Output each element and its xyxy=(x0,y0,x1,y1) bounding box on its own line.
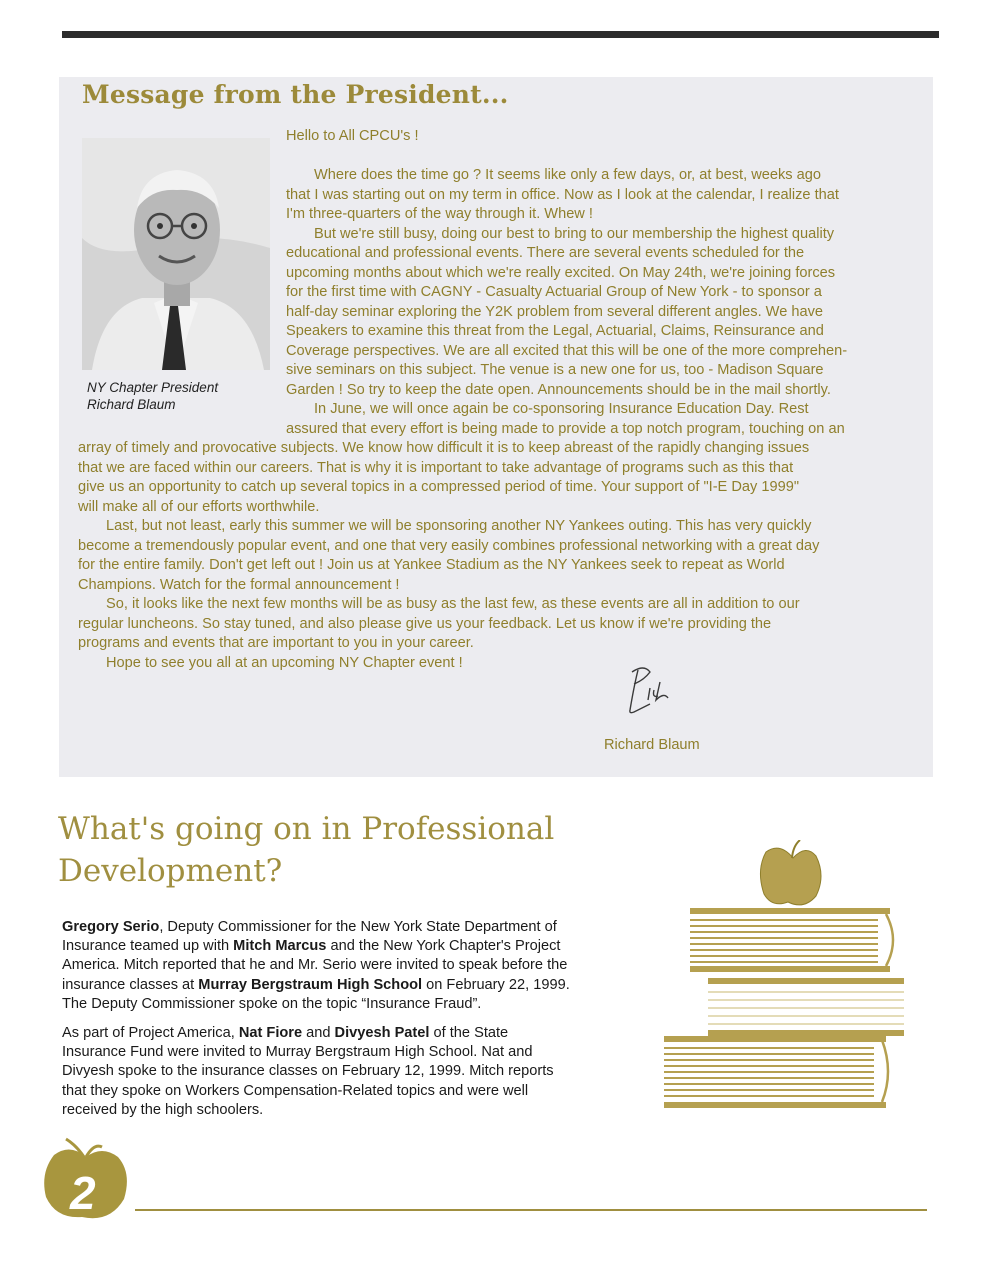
page-number: 2 xyxy=(70,1167,96,1219)
letter-line: I'm three-quarters of the way through it. Whew ! xyxy=(286,206,593,222)
pd-text: Divyesh spoke to the insurance classes on February 12, 1999. Mitch reports xyxy=(62,1063,554,1080)
letter-line: But we're still busy, doing our best to bring to our membership the highest quality xyxy=(314,225,835,242)
letter-line: assured that every effort is being made to provide a top notch program, touching on an xyxy=(286,420,845,437)
letter-line: become a tremendously popular event, and one that very easily combines professional networking with a great day xyxy=(78,537,820,554)
pd-line xyxy=(62,976,662,995)
pd-line xyxy=(62,1082,662,1101)
letter-line: In June, we will once again be co-sponsoring Insurance Education Day. Rest xyxy=(314,401,809,417)
pd-title-line: What's going on in Professional xyxy=(58,811,555,847)
letter-line: that I was starting out on my term in office. Now as I look at the calendar, I realize that xyxy=(286,186,839,203)
letter-line: Champions. Watch for the formal announcement ! xyxy=(78,576,400,593)
letter-line: Where does the time go ? It seems like only a few days, or, at best, weeks ago xyxy=(314,167,821,183)
pd-text: As part of Project America, xyxy=(62,1025,239,1042)
pd-paragraph xyxy=(62,918,662,1014)
letter-line: half-day seminar exploring the Y2K problem from several different angles. We have xyxy=(286,303,824,320)
letter-line: for the first time with CAGNY - Casualty Actuarial Group of New York - to sponsor a xyxy=(286,284,822,300)
pd-text: America. Mitch reported that he and Mr. Serio were invited to speak before the xyxy=(62,957,568,974)
letter-line: sive seminars on this subject. The venue is a new one for us, too - Madison Square xyxy=(286,362,824,378)
letter-line: will make all of our efforts worthwhile. xyxy=(78,498,320,515)
pd-body xyxy=(62,918,662,1130)
letter-line: upcoming months about which we're really excited. On May 24th, we're joining forces xyxy=(286,264,836,281)
closing-line: Hope to see you all at an upcoming NY Chapter event ! xyxy=(106,654,463,671)
letter-line: So, it looks like the next few months will be as busy as the last few, as these events are all in addition to our xyxy=(106,596,800,612)
pd-paragraph xyxy=(62,1024,662,1120)
pd-line xyxy=(62,1043,662,1062)
pd-text: on February 22, 1999. xyxy=(422,976,570,993)
letter-line: give us an opportunity to catch up several topics in a compressed period of time. Your support of "I-E Day 1999" xyxy=(78,479,799,495)
pd-line xyxy=(62,1024,662,1043)
pd-text: insurance classes at xyxy=(62,976,199,993)
bold-name: Mitch Marcus xyxy=(233,938,327,955)
letter-line: for the entire family. Don't get left out ! Join us at Yankee Stadium as the NY Yankees seek to repeat as World xyxy=(78,557,785,573)
signature-icon xyxy=(620,664,680,725)
letter-body xyxy=(78,127,928,673)
message-title: Message from the President... xyxy=(82,80,509,109)
pd-line xyxy=(62,918,662,937)
letter-line: array of timely and provocative subjects. We know how difficult it is to keep abreast of the rapidly changing issues xyxy=(78,440,810,456)
letter-line: Garden ! So try to keep the date open. Announcements should be in the mail shortly. xyxy=(286,381,831,398)
letter-line: Last, but not least, early this summer we will be sponsoring another NY Yankees outing. This has very quickly xyxy=(106,518,812,534)
letter-line: that we are faced within our careers. That is why it is important to take advantage of programs such as this that xyxy=(78,459,794,476)
pd-line xyxy=(62,956,662,975)
pd-text: that they spoke on Workers Compensation-Related topics and were well xyxy=(62,1082,529,1099)
pd-text: of the State xyxy=(429,1025,509,1042)
letter-line: Speakers to examine this threat from the Legal, Actuarial, Claims, Reinsurance and xyxy=(286,323,824,339)
pd-section-title xyxy=(58,808,554,892)
letter-line: regular luncheons. So stay tuned, and also please give us your feedback. Let us know if we're providing the xyxy=(78,615,772,632)
pd-line xyxy=(62,1062,662,1081)
bold-name: Gregory Serio xyxy=(62,919,160,935)
letter-line: Coverage perspectives. We are all excited that this will be one of the more comprehen- xyxy=(286,342,848,359)
greeting: Hello to All CPCU's ! xyxy=(286,128,419,144)
pd-line xyxy=(62,995,662,1014)
apple-page-number-icon xyxy=(36,1137,136,1232)
pd-line xyxy=(62,937,662,956)
apple-books-icon xyxy=(660,840,910,1115)
letter-line: programs and events that are important to you in your career. xyxy=(78,635,474,651)
pd-text: and the New York Chapter's Project xyxy=(326,938,561,955)
bottom-rule xyxy=(135,1209,927,1211)
caption-line: NY Chapter President xyxy=(87,380,219,395)
pd-text: and xyxy=(302,1025,335,1042)
signature-name: Richard Blaum xyxy=(604,737,700,753)
pd-text: received by the high schoolers. xyxy=(62,1101,264,1118)
bold-name: Murray Bergstraum High School xyxy=(198,976,423,993)
bold-name: Divyesh Patel xyxy=(334,1025,430,1042)
pd-text: Insurance Fund were invited to Murray Bergstraum High School. Nat and xyxy=(62,1044,533,1061)
pd-text: , Deputy Commissioner for the New York State Department of xyxy=(159,919,557,935)
pd-text: Insurance teamed up with xyxy=(62,938,234,955)
top-rule xyxy=(62,31,939,38)
caption-line: Richard Blaum xyxy=(87,397,176,412)
pd-line xyxy=(62,1101,662,1120)
letter-line: educational and professional events. There are several events scheduled for the xyxy=(286,245,805,261)
bold-name: Nat Fiore xyxy=(238,1025,303,1042)
pd-title-line: Development? xyxy=(58,853,283,889)
pd-text: The Deputy Commissioner spoke on the topic “Insurance Fraud”. xyxy=(62,995,482,1012)
